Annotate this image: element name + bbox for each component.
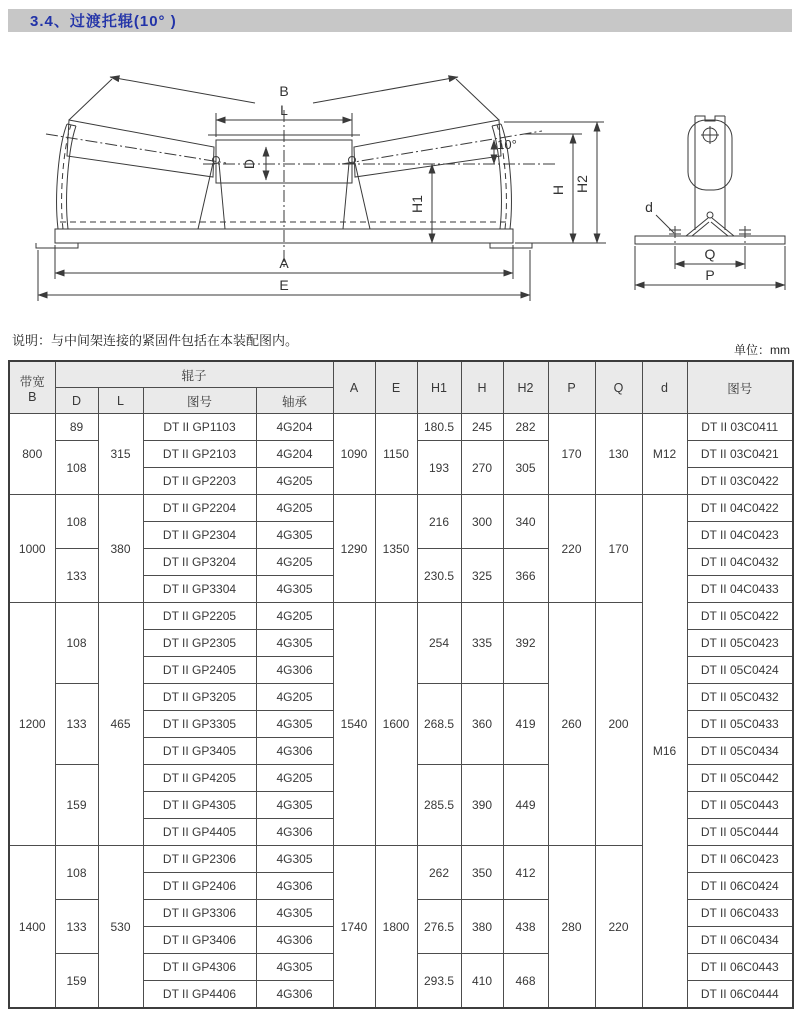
table-cell: 159 [55,765,98,846]
table-cell: 130 [595,414,642,495]
table-cell: DT II 03C0421 [687,441,793,468]
table-cell: DT II 04C0432 [687,549,793,576]
table-cell: 133 [55,684,98,765]
table-cell: 1000 [9,495,55,603]
table-cell: DT II GP3306 [143,900,256,927]
table-cell: 366 [503,549,548,603]
table-cell: M16 [642,495,687,1009]
dim-label-angle: 10° [497,137,517,152]
front-view [36,77,606,301]
table-cell: 108 [55,846,98,900]
table-cell: 4G205 [256,549,333,576]
table-cell: 300 [461,495,503,549]
table-cell: 268.5 [417,684,461,765]
table-cell: DT II 06C0424 [687,873,793,900]
table-cell: DT II 05C0432 [687,684,793,711]
header-h2: H2 [503,361,548,414]
header-drawing-no: 图号 [687,361,793,414]
unit-label: 单位：mm [734,343,790,357]
table-cell: 350 [461,846,503,900]
header-bandwidth [9,361,55,414]
table-cell: 449 [503,765,548,846]
table-cell: DT II GP3204 [143,549,256,576]
table-cell: 200 [595,603,642,846]
header-roller-d: D [55,388,98,414]
table-cell: 4G306 [256,738,333,765]
table-cell: 4G306 [256,657,333,684]
dim-label-q: Q [704,246,716,262]
table-cell: DT II GP2205 [143,603,256,630]
spec-table [8,360,794,1009]
table-cell: 360 [461,684,503,765]
table-cell: DT II 05C0422 [687,603,793,630]
header-e: E [375,361,417,414]
table-cell: 220 [548,495,595,603]
dim-label-l: L [280,102,288,118]
table-cell: 4G306 [256,819,333,846]
header-roller-drawing-no: 图号 [143,388,256,414]
table-cell: 262 [417,846,461,900]
table-row [9,495,793,522]
header-h1: H1 [417,361,461,414]
table-cell: 4G205 [256,468,333,495]
table-cell: 380 [461,900,503,954]
table-cell: 412 [503,846,548,900]
table-cell: DT II 04C0422 [687,495,793,522]
table-cell: DT II 05C0433 [687,711,793,738]
table-cell: 335 [461,603,503,684]
table-cell: 465 [98,603,143,846]
table-cell: 193 [417,441,461,495]
header-d-bolt: d [642,361,687,414]
table-cell: 468 [503,954,548,1009]
table-cell: DT II GP2103 [143,441,256,468]
table-cell: DT II GP3406 [143,927,256,954]
table-cell: 4G306 [256,873,333,900]
table-cell: 1200 [9,603,55,846]
table-cell: 1740 [333,846,375,1009]
technical-drawing [8,52,792,316]
table-cell: DT II GP3205 [143,684,256,711]
table-cell: DT II 06C0433 [687,900,793,927]
table-cell: DT II GP1103 [143,414,256,441]
dimension-labels [241,83,716,293]
table-cell: DT II 05C0443 [687,792,793,819]
table-cell: 4G204 [256,414,333,441]
table-cell: DT II 03C0411 [687,414,793,441]
dim-label-h2: H2 [574,175,590,193]
table-cell: 180.5 [417,414,461,441]
section-title-bar [8,9,792,32]
dim-label-p: P [705,267,715,283]
table-cell: 159 [55,954,98,1009]
table-cell: 280 [548,846,595,1009]
header-a: A [333,361,375,414]
table-cell: 4G205 [256,495,333,522]
table-cell: DT II GP4405 [143,819,256,846]
table-cell: 245 [461,414,503,441]
table-cell: DT II 03C0422 [687,468,793,495]
header-q: Q [595,361,642,414]
table-cell: 282 [503,414,548,441]
dim-label-bolt-d: d [645,199,653,215]
table-cell: 1540 [333,603,375,846]
dim-label-d-roller: D [241,158,257,170]
header-bandwidth-symbol: B [28,389,37,404]
table-cell: DT II 06C0434 [687,927,793,954]
table-cell: 220 [595,846,642,1009]
table-cell: 390 [461,765,503,846]
dim-label-e: E [279,277,289,293]
table-cell: 4G306 [256,981,333,1009]
table-cell: 230.5 [417,549,461,603]
table-cell: DT II GP4306 [143,954,256,981]
section-title: 3.4、过渡托辊(10° ) [30,13,177,30]
table-cell: 4G305 [256,846,333,873]
table-cell: DT II 05C0434 [687,738,793,765]
table-cell: 254 [417,603,461,684]
table-cell: 419 [503,684,548,765]
table-cell: 4G305 [256,522,333,549]
table-cell: DT II GP3305 [143,711,256,738]
idler-assembly-drawing [8,52,792,316]
table-cell: 260 [548,603,595,846]
table-cell: 108 [55,603,98,684]
side-view [635,116,785,290]
table-cell: 1600 [375,603,417,846]
table-cell: 392 [503,603,548,684]
table-cell: 1290 [333,495,375,603]
table-cell: 438 [503,900,548,954]
table-cell: 4G205 [256,684,333,711]
table-cell: DT II GP2406 [143,873,256,900]
table-cell: 270 [461,441,503,495]
table-cell: 4G305 [256,792,333,819]
table-cell: DT II GP4406 [143,981,256,1009]
spec-table-header [9,361,793,414]
table-cell: DT II 05C0424 [687,657,793,684]
table-cell: 1150 [375,414,417,495]
table-cell: 305 [503,441,548,495]
table-cell: DT II 04C0433 [687,576,793,603]
table-cell: 4G306 [256,927,333,954]
table-cell: DT II 05C0442 [687,765,793,792]
table-cell: 4G205 [256,765,333,792]
table-cell: 410 [461,954,503,1009]
table-cell: 4G305 [256,630,333,657]
dim-label-h: H [550,184,566,196]
table-cell: 1400 [9,846,55,1009]
header-roller-l: L [98,388,143,414]
table-cell: 4G305 [256,576,333,603]
table-cell: DT II 05C0423 [687,630,793,657]
table-cell: 276.5 [417,900,461,954]
table-cell: DT II GP2405 [143,657,256,684]
table-cell: DT II GP2305 [143,630,256,657]
table-cell: 4G204 [256,441,333,468]
header-roller-bearing: 轴承 [256,388,333,414]
table-cell: 133 [55,900,98,954]
table-cell: DT II GP3405 [143,738,256,765]
table-cell: DT II 06C0444 [687,981,793,1009]
table-cell: 4G305 [256,900,333,927]
table-cell: 530 [98,846,143,1009]
table-cell: 170 [595,495,642,603]
table-cell: 133 [55,549,98,603]
table-cell: DT II GP2203 [143,468,256,495]
spec-table-body [9,414,793,1009]
table-cell: 380 [98,495,143,603]
table-cell: 293.5 [417,954,461,1009]
table-cell: DT II GP3304 [143,576,256,603]
table-cell: 1350 [375,495,417,603]
table-cell: 1800 [375,846,417,1009]
table-cell: 340 [503,495,548,549]
table-cell: 108 [55,441,98,495]
table-cell: DT II GP2204 [143,495,256,522]
header-h: H [461,361,503,414]
table-cell: DT II GP4205 [143,765,256,792]
table-cell: DT II 06C0443 [687,954,793,981]
header-roller-group: 辊子 [55,361,333,388]
table-cell: DT II GP2306 [143,846,256,873]
table-cell: DT II GP2304 [143,522,256,549]
dim-label-a: A [279,255,289,271]
table-cell: DT II 05C0444 [687,819,793,846]
table-cell: 285.5 [417,765,461,846]
table-cell: 315 [98,414,143,495]
table-cell: 89 [55,414,98,441]
table-cell: 1090 [333,414,375,495]
table-cell: 108 [55,495,98,549]
assembly-note: 说明：与中间架连接的紧固件包括在本装配图内。 [12,333,299,348]
table-cell: 216 [417,495,461,549]
table-cell: 4G305 [256,711,333,738]
header-p: P [548,361,595,414]
table-cell: DT II 06C0423 [687,846,793,873]
table-cell: 4G305 [256,954,333,981]
table-cell: DT II 04C0423 [687,522,793,549]
table-cell: 4G205 [256,603,333,630]
table-row [9,414,793,441]
table-cell: M12 [642,414,687,495]
dim-label-h1: H1 [409,195,425,213]
table-cell: 170 [548,414,595,495]
table-cell: DT II GP4305 [143,792,256,819]
table-cell: 800 [9,414,55,495]
dim-label-b: B [279,83,289,99]
table-cell: 325 [461,549,503,603]
header-bandwidth-text: 带宽 [19,374,45,389]
